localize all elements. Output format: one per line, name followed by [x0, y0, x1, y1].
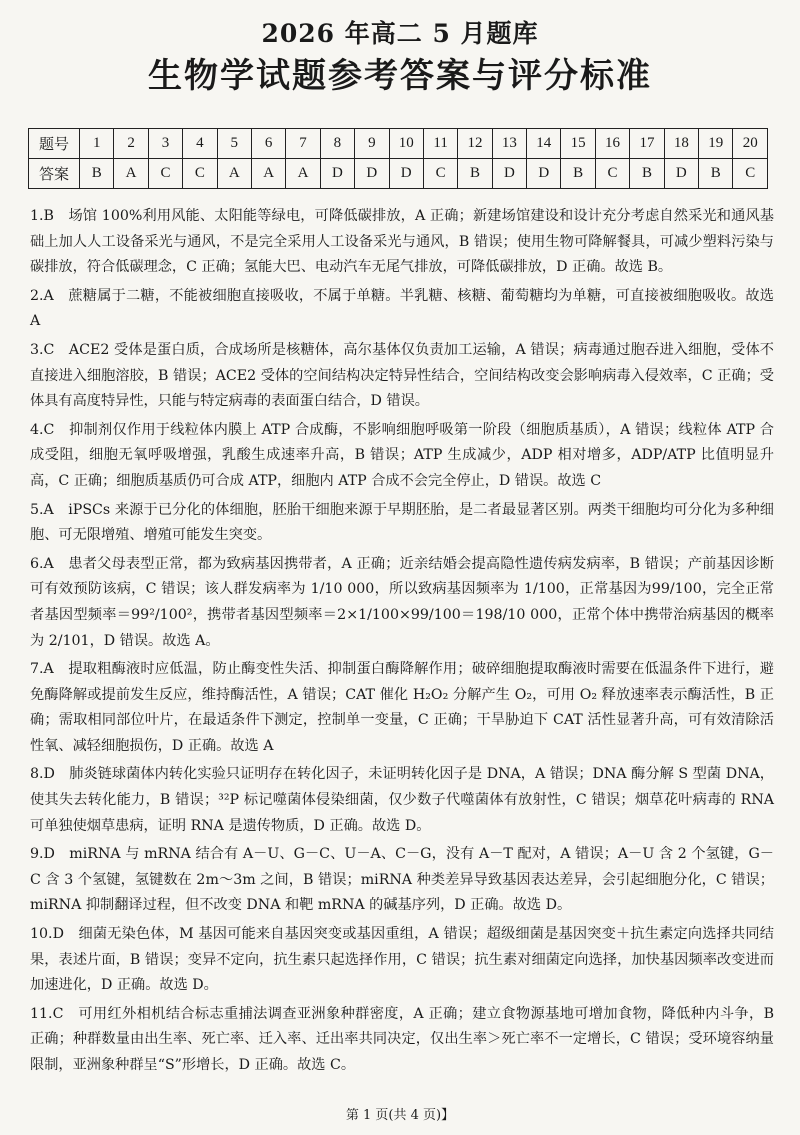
answer-cell: D	[355, 159, 389, 189]
explanation-item: 9.D miRNA 与 mRNA 结合有 A－U、G－C、U－A、C－G，没有 A－T 配对，A 错误；A－U 含 2 个氢键，G－C 含 3 个氢键，氢键数在 2m～3m 之间，B 错误；miRNA 种类差异导致基因表达差异，会引起细胞分化，C 错误；miRNA 抑制翻译过程，但不改变 DNA 和靶 mRNA 的碱基序列，D 正确。故选 D。	[30, 846, 774, 914]
answer-cell: A	[251, 159, 285, 189]
question-number-cell: 15	[561, 129, 595, 159]
answer-cell: B	[458, 159, 492, 189]
answer-cell: D	[527, 159, 561, 189]
question-number-header: 题号	[29, 129, 80, 159]
answer-row	[29, 159, 768, 189]
explanation-item: 10.D 细菌无染色体，M 基因可能来自基因突变或基因重组，A 错误；超级细菌是基因突变＋抗生素定向选择共同结果，表述片面，B 错误；变异不定向，抗生素只起选择作用，C 错误；抗生素对细菌定向选择，加快基因频率改变进而加速进化，D 正确。故选 D。	[30, 926, 774, 994]
answer-cell: A	[217, 159, 251, 189]
answer-cell: B	[699, 159, 733, 189]
explanation-item: 11.C 可用红外相机结合标志重捕法调查亚洲象种群密度，A 正确；建立食物源基地可增加食物，降低种内斗争，B 正确；种群数量由出生率、死亡率、迁入率、迁出率共同决定，仅出生率＞死亡率不一定增长，C 错误；受环境容纳量限制，亚洲象种群呈“S”形增长，D 正确。故选 C。	[30, 1005, 774, 1073]
document-title: 生物学试题参考答案与评分标准	[148, 56, 652, 96]
answer-key-table	[28, 128, 768, 189]
question-number-cell: 14	[527, 129, 561, 159]
answer-cell: B	[80, 159, 114, 189]
explanation-item: 6.A 患者父母表型正常，都为致病基因携带者，A 正确；近亲结婚会提高隐性遗传病发病率，B 错误；产前基因诊断可有效预防该病，C 错误；该人群发病率为 1/10 000，所以致病基因频率为 1/100，正常基因为99/100，完全正常者基因型频率＝99²/100²，携带者基因型频率＝2×1/100×99/100＝198/10 000，正常个体中携带治病基因的概率为 2/101，D 错误。故选 A。	[30, 555, 774, 649]
explanations-section	[30, 204, 774, 1082]
explanation-item: 4.C 抑制剂仅作用于线粒体内膜上 ATP 合成酶，不影响细胞呼吸第一阶段（细胞质基质），A 错误；线粒体 ATP 合成受阻，细胞无氧呼吸增强，乳酸生成速率升高，B 错误；ATP 生成减少，ADP 相对增多，ADP/ATP 比值明显升高，C 正确；细胞质基质仍可合成 ATP，细胞内 ATP 合成不会完全停止，D 错误。故选 C	[30, 421, 774, 489]
explanation-item: 1.B 场馆 100%利用风能、太阳能等绿电，可降低碳排放，A 正确；新建场馆建设和设计充分考虑自然采光和通风基础上加人人工设备采光与通风，不是完全采用人工设备采光与通风，B 错误；使用生物可降解餐具，可减少塑料污染与碳排放，符合低碳理念，C 正确；氢能大巴、电动汽车无尾气排放，可降低碳排放，D 正确。故选 B。	[30, 208, 774, 276]
question-number-cell: 7	[286, 129, 320, 159]
answer-header: 答案	[29, 159, 80, 189]
answer-cell: C	[595, 159, 629, 189]
exam-bank-title: 2026 年高二 5 月题库	[261, 19, 539, 48]
question-number-cell: 19	[699, 129, 733, 159]
explanation-item: 5.A iPSCs 来源于已分化的体细胞，胚胎干细胞来源于早期胚胎，是二者最显著区别。两类干细胞均可分化为多种细胞、可无限增殖、增殖可能发生突变。	[30, 501, 774, 544]
answer-cell: C	[148, 159, 182, 189]
question-number-cell: 8	[320, 129, 354, 159]
question-number-cell: 6	[251, 129, 285, 159]
explanation-item: 2.A 蔗糖属于二糖，不能被细胞直接吸收，不属于单糖。半乳糖、核糖、葡萄糖均为单糖，可直接被细胞吸收。故选 A	[30, 287, 774, 330]
question-number-cell: 13	[492, 129, 526, 159]
answer-cell: D	[492, 159, 526, 189]
answer-cell: B	[561, 159, 595, 189]
question-number-cell: 2	[114, 129, 148, 159]
answer-cell: B	[630, 159, 664, 189]
answer-cell: D	[664, 159, 698, 189]
question-number-cell: 3	[148, 129, 182, 159]
explanation-item: 8.D 肺炎链球菌体内转化实验只证明存在转化因子，未证明转化因子是 DNA，A 错误；DNA 酶分解 S 型菌 DNA，使其失去转化能力，B 错误；³²P 标记噬菌体侵染细菌，仅少数子代噬菌体有放射性，C 错误；烟草花叶病毒的 RNA 可单独使烟草患病，证明 RNA 是遗传物质，D 正确。故选 D。	[30, 766, 774, 834]
question-number-cell: 9	[355, 129, 389, 159]
question-number-cell: 4	[183, 129, 217, 159]
answer-cell: D	[389, 159, 423, 189]
question-number-cell: 18	[664, 129, 698, 159]
answer-cell: C	[423, 159, 457, 189]
answer-cell: A	[286, 159, 320, 189]
question-number-cell: 10	[389, 129, 423, 159]
answer-cell: D	[320, 159, 354, 189]
question-number-cell: 12	[458, 129, 492, 159]
question-number-cell: 1	[80, 129, 114, 159]
answer-cell: A	[114, 159, 148, 189]
question-number-cell: 11	[423, 129, 457, 159]
explanation-item: 3.C ACE2 受体是蛋白质，合成场所是核糖体，高尔基体仅负责加工运输，A 错误；病毒通过胞吞进入细胞，受体不直接进入细胞溶胶，B 错误；ACE2 受体的空间结构决定特异性结合，空间结构改变会影响病毒入侵效率，C 正确；受体具有高度特异性，只能与特定病毒的表面蛋白结合，D 错误。	[30, 341, 774, 410]
question-number-cell: 16	[595, 129, 629, 159]
explanation-item: 7.A 提取粗酶液时应低温，防止酶变性失活、抑制蛋白酶降解作用；破碎细胞提取酶液时需要在低温条件下进行，避免酶降解或提前发生反应，维持酶活性，A 错误；CAT 催化 H₂O₂ 分解产生 O₂，可用 O₂ 释放速率表示酶活性，B 正确；需取相同部位叶片，在最适条件下测定，控制单一变量，C 正确；干旱胁迫下 CAT 活性显著升高，可有效清除活性氧、减轻细胞损伤，D 正确。故选 A	[30, 661, 774, 754]
question-number-row	[29, 129, 768, 159]
answer-cell: C	[733, 159, 768, 189]
answer-cell: C	[183, 159, 217, 189]
question-number-cell: 20	[733, 129, 768, 159]
question-number-cell: 17	[630, 129, 664, 159]
question-number-cell: 5	[217, 129, 251, 159]
page-number: 第 1 页(共 4 页)】	[345, 1108, 455, 1123]
